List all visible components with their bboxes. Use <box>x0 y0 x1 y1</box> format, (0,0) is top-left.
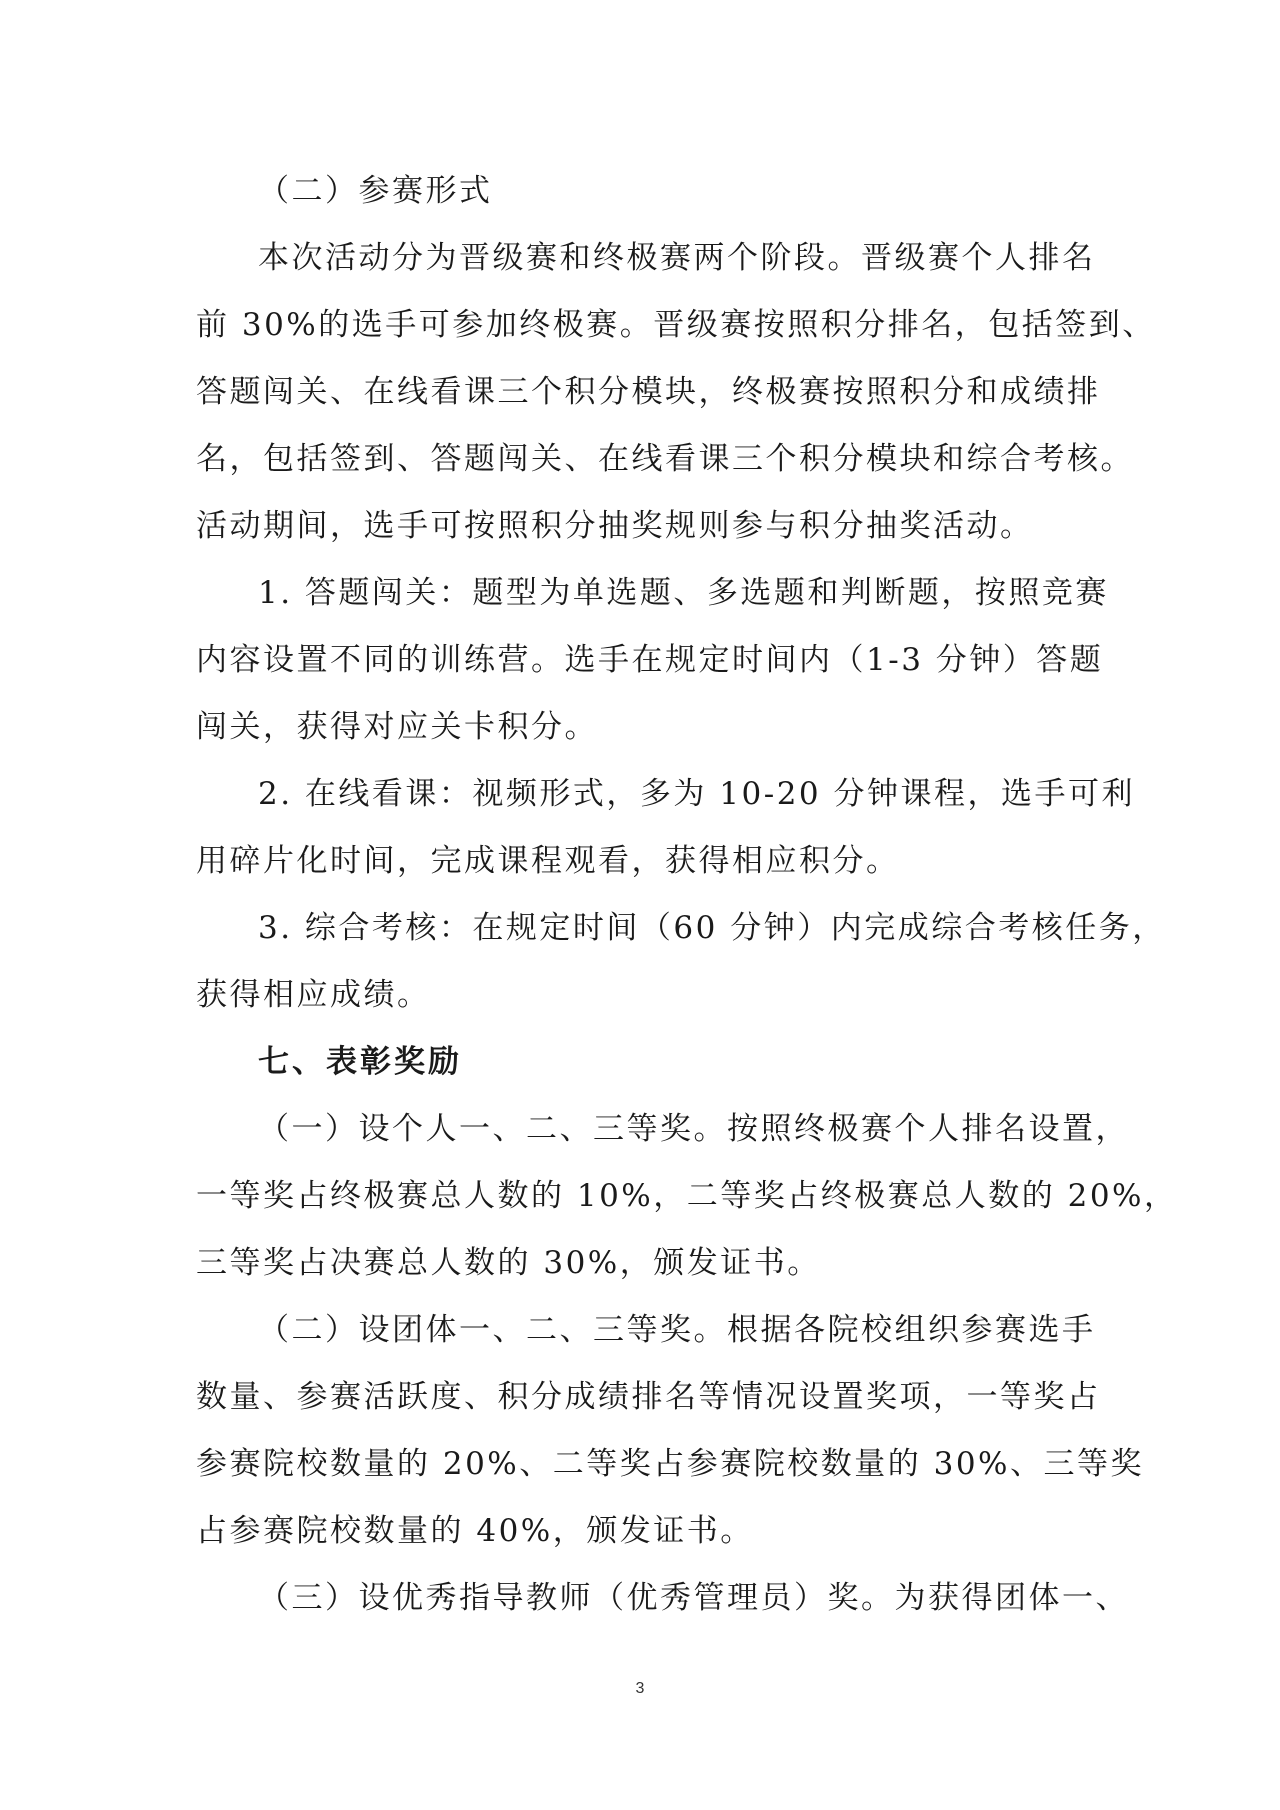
paragraph-line: 三等奖占决赛总人数的 30%，颁发证书。 <box>196 1245 821 1281</box>
paragraph-line: 获得相应成绩。 <box>196 977 431 1013</box>
paragraph-line: 前 30%的选手可参加终极赛。晋级赛按照积分排名，包括签到、 <box>196 307 1156 343</box>
paragraph-line: 本次活动分为晋级赛和终极赛两个阶段。晋级赛个人排名 <box>258 240 1096 276</box>
paragraph-line: （三）设优秀指导教师（优秀管理员）奖。为获得团体一、 <box>258 1580 1129 1616</box>
item-answer-challenge <box>196 560 1109 761</box>
paragraph-line: 占参赛院校数量的 40%，颁发证书。 <box>196 1513 754 1549</box>
paragraph-line: （二）设团体一、二、三等奖。根据各院校组织参赛选手 <box>258 1312 1096 1348</box>
paragraph-line: 一等奖占终极赛总人数的 10%，二等奖占终极赛总人数的 20%， <box>196 1178 1178 1214</box>
paragraph-line: 用碎片化时间，完成课程观看，获得相应积分。 <box>196 843 900 879</box>
paragraph-line: 3. 综合考核：在规定时间（60 分钟）内完成综合考核任务， <box>258 910 1166 946</box>
paragraph-line: 数量、参赛活跃度、积分成绩排名等情况设置奖项，一等奖占 <box>196 1379 1101 1415</box>
page-content <box>196 158 1178 1632</box>
paragraph-competition-format <box>196 225 1156 560</box>
paragraph-line: 闯关，获得对应关卡积分。 <box>196 709 598 745</box>
paragraph-line: 内容设置不同的训练营。选手在规定时间内（1-3 分钟）答题 <box>196 642 1104 678</box>
section-heading-awards: 七、表彰奖励 <box>258 1044 462 1080</box>
paragraph-line: 答题闯关、在线看课三个积分模块，终极赛按照积分和成绩排 <box>196 374 1101 410</box>
paragraph-line: 活动期间，选手可按照积分抽奖规则参与积分抽奖活动。 <box>196 508 1034 544</box>
page-number: 3 <box>635 1680 645 1697</box>
paragraph-line: 2. 在线看课：视频形式，多为 10-20 分钟课程，选手可利 <box>258 776 1136 812</box>
item-online-course <box>196 761 1136 895</box>
paragraph-line: （一）设个人一、二、三等奖。按照终极赛个人排名设置， <box>258 1111 1129 1147</box>
section-heading-participation-format: （二）参赛形式 <box>258 173 493 209</box>
paragraph-team-awards <box>196 1297 1145 1565</box>
item-comprehensive-exam <box>196 895 1166 1029</box>
paragraph-individual-awards <box>196 1096 1178 1297</box>
paragraph-line: 1. 答题闯关：题型为单选题、多选题和判断题，按照竞赛 <box>258 575 1109 611</box>
paragraph-line: 参赛院校数量的 20%、二等奖占参赛院校数量的 30%、三等奖 <box>196 1446 1145 1482</box>
paragraph-teacher-award <box>196 1565 1129 1632</box>
paragraph-line: 名，包括签到、答题闯关、在线看课三个积分模块和综合考核。 <box>196 441 1134 477</box>
